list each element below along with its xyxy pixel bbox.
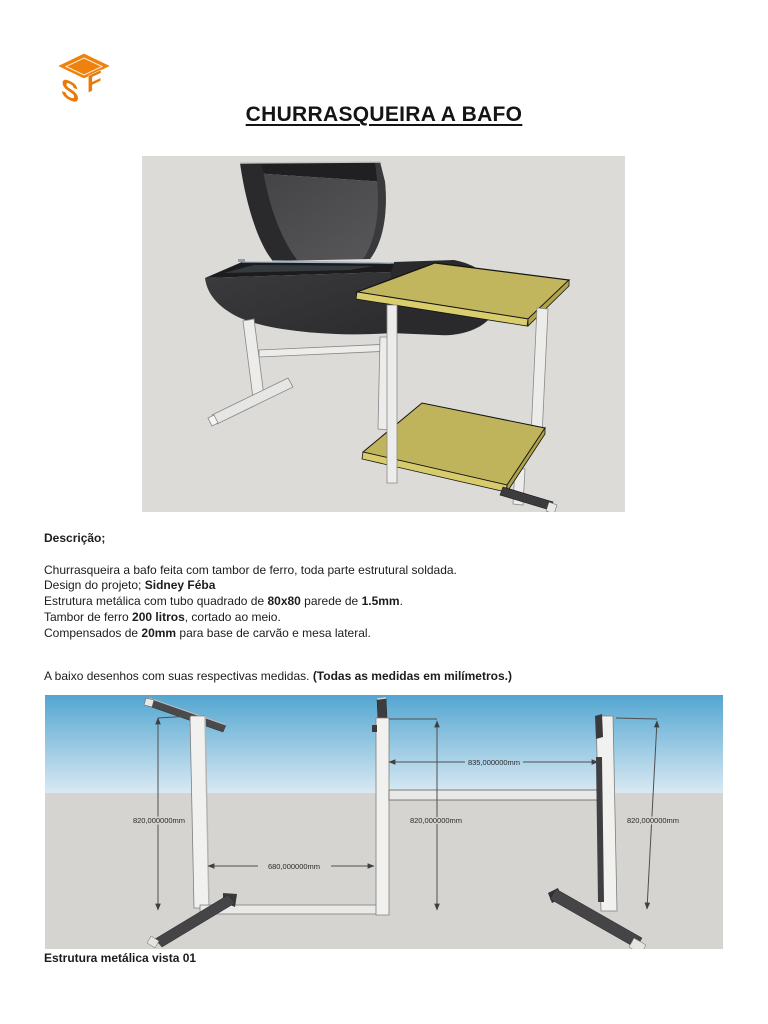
bbq-render-illustration	[142, 156, 625, 512]
technical-drawing-illustration	[45, 695, 723, 949]
dimension-label-lower-width: 680,000000mm	[267, 862, 321, 871]
dimension-label-middle-height: 820,000000mm	[409, 816, 463, 825]
logo-letter-f: F	[87, 65, 102, 99]
technical-drawing	[45, 695, 723, 949]
page-title: CHURRASQUEIRA A BAFO	[245, 103, 523, 126]
description-line-5: Compensados de 20mm para base de carvão e mesa lateral.	[44, 625, 371, 640]
dimension-label-right-height: 820,000000mm	[626, 816, 680, 825]
drawing-caption: Estrutura metálica vista 01	[44, 951, 197, 965]
description-line-4: Tambor de ferro 200 litros, cortado ao meio.	[44, 609, 281, 624]
table-front-leg	[387, 305, 397, 483]
description-line-3: Estrutura metálica com tubo quadrado de 80x80 parede de 1.5mm.	[44, 594, 403, 609]
shelf-support-bar	[389, 790, 600, 800]
dimension-label-left-height: 820,000000mm	[132, 816, 186, 825]
dimension-label-upper-width: 835,000000mm	[467, 758, 521, 767]
measurements-note: A baixo desenhos com suas respectivas medidas. (Todas as medidas em milímetros.)	[44, 669, 512, 683]
logo-letter-s: S	[61, 72, 79, 111]
description-heading: Descrição;	[44, 531, 106, 545]
description-line-1: Churrasqueira a bafo feita com tambor de ferro, toda parte estrutural soldada.	[44, 562, 457, 577]
description-line-2: Design do projeto; Sidney Féba	[44, 578, 216, 593]
bbq-render-image	[142, 156, 625, 512]
description-block	[44, 531, 734, 642]
